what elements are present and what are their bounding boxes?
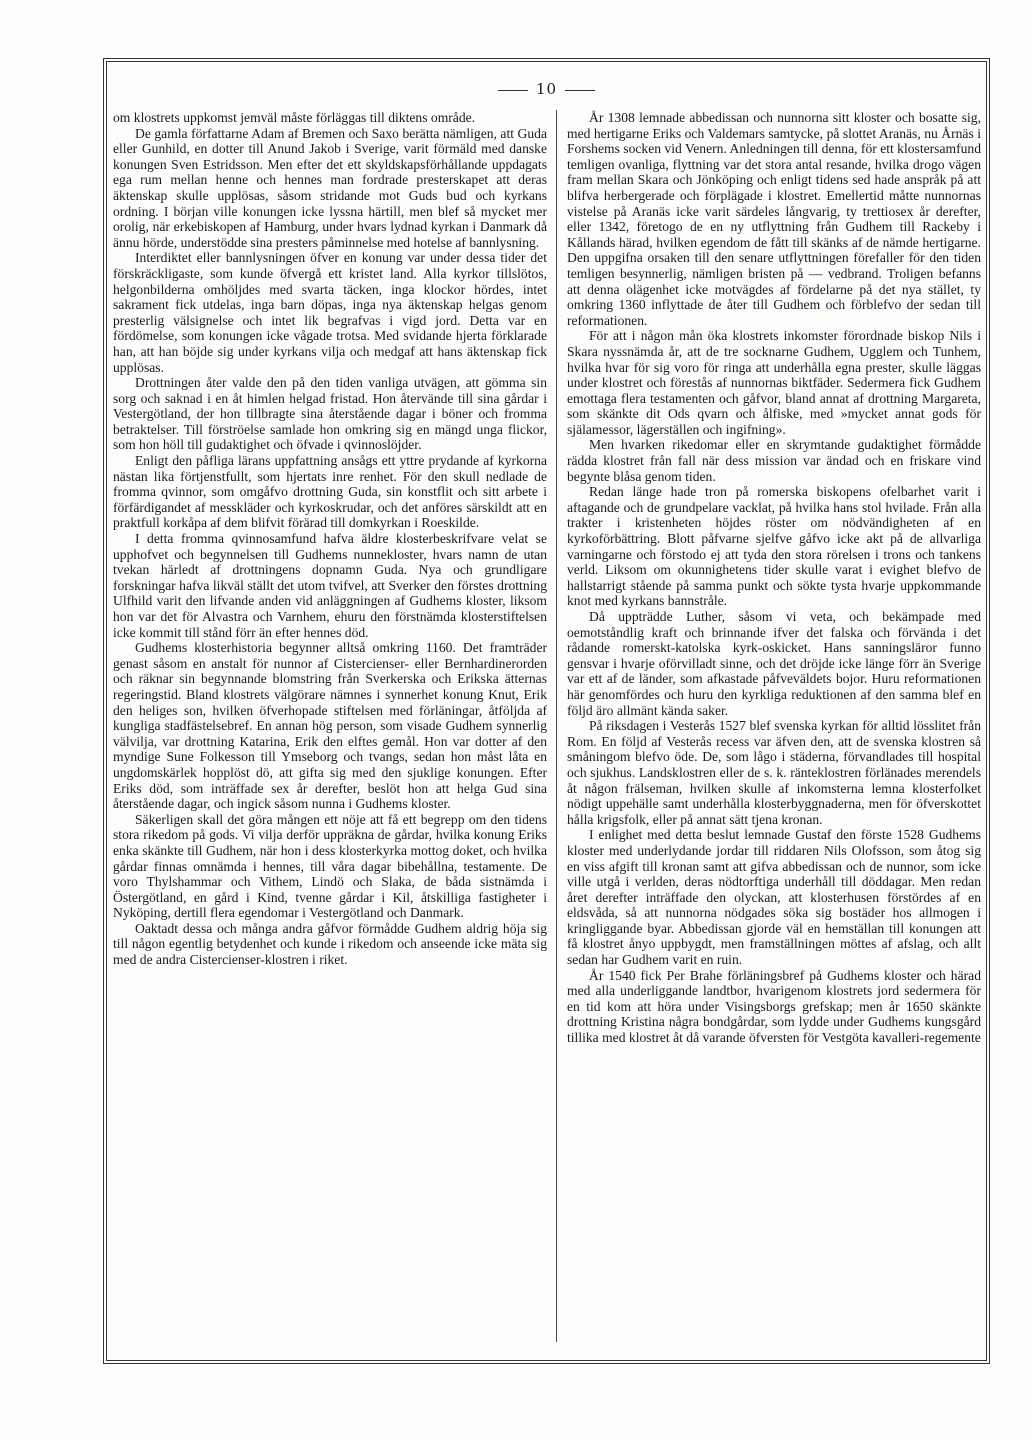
right-column [567,110,981,1342]
paragraph: År 1540 fick Per Brahe förläningsbref på Gudhems kloster och härad med alla underliggande landtbor, hvarigenom klostrets jord sedermera för en tid kom att höra under Visingsborgs grefskap; men år 1650 skänkte drottning Kristina några bondgårdar, som lydde under Gudhems kungsgård tillika med klostret åt då varande öfversten för Vestgöta kavalleri-regemente [567,967,981,1046]
paragraph: År 1308 lemnade abbedissan och nunnorna sitt kloster och bosatte sig, med hertigarne Eriks och Valdemars samtycke, på slottet Aranäs, nu Årnäs i Forshems socken vid Venern. Anledningen till denna, för ett klostersamfund temligen ovanliga, flyttning var det stora antal resande, hvilka drogo vägen fram mellan Skara och Jönköping och enligt tidens sed hade anspråk på att blifva herbergerade och förplägade i klostret. Emellertid måtte nunnornas vistelse på Aranäs icke varit särdeles långvarig, ty trettiosex år derefter, eller 1342, företogo de en ny utflyttning från Gudhem till Rackeby i Kållands härad, hvilken egendom de fått till skänks af de nämde hertigarne. Den uppgifna orsaken till den senare utflyttningen förefaller för den tiden temligen besynnerlig, nämligen bristen på — vedbrand. Troligen befanns att denna olägenhet icke motvägdes af fördelarne på det nya stället, ty omkring 1360 inflyttade de åter till Gudhem och förblefvo der sedan till reformationen. [567,110,981,328]
paragraph: Men hvarken rikedomar eller en skrymtande gudaktighet förmådde rädda klostret från fall när dess mission var ändad och en friskare vind begynte blåsa genom tiden. [567,437,981,484]
paragraph: Säkerligen skall det göra mången ett nöje att få ett begrepp om den tidens stora rikedom på gods. Vi vilja derför uppräkna de gårdar, hvilka konung Eriks enka skänkte till Gudhem, när hon i dess klosterkyrka mottog doket, och hvilka gårdar finnas omnämda i hennes, till våra dagar bibehållna, testamente. De voro Thylshammar och Vithem, Lindö och Slaka, de båda sistnämda i Östergötland, en gård i Kind, tvenne gårdar i Kil, åtskilliga fastigheter i Nyköping, dertill flera egendomar i Vestergötland och Danmark. [113,811,547,921]
left-column [113,110,547,1342]
page-number-text: 10 [535,80,558,98]
page-number-dash-left [498,90,528,91]
column-divider [556,110,557,1342]
paragraph: Enligt den påfliga lärans uppfattning ansågs ett yttre prydande af kyrkorna nästan lika förtjenstfullt, som hjertats inre renhet. För den skull nedlade de fromma qvinnor, som omgåfvo drottning Guda, sin konstflit och sitt arbete i förfärdigandet af messkläder och kyrkoskrudar, och det anföres särskildt att en praktfull korkåpa af dem blifvit förärad till domkyrkan i Roeskilde. [113,453,547,531]
page-number-dash-right [565,90,595,91]
paragraph: Drottningen åter valde den på den tiden vanliga utvägen, att gömma sin sorg och saknad i en åt himlen helgad fristad. Hon återvände till sina gårdar i Vestergötland, der hon tillbragte sina återstående dagar i böner och fromma betraktelser. Till förströelse samlade hon omkring sig en mängd unga flickor, som hon höll till gudaktighet och öfvade i qvinnoslöjder. [113,375,547,453]
paragraph: Då uppträdde Luther, såsom vi veta, och bekämpade med oemotståndlig kraft och brinnande ifver det falska och förvända i det rådande romerskt-katolska kyrk-oskicket. Hans sanningsläror funno gensvar i hvarje oförvilladt sinne, och det dröjde icke länge förr än Sverige var ett af de länder, som afkastade påfveväldets bojor. Huru reformationen här genomfördes och huru den kyrkliga reduktionen af den samma blef en följd äro allmänt kända saker. [567,609,981,718]
paragraph: Redan länge hade tron på romerska biskopens ofelbarhet varit i aftagande och de grundpelare vacklat, på hvilka hans stol hvilade. Från alla trakter i kristenheten höjdes röster om nödvändigheten af en kyrkoförbättring. Blott påfvarne sjelfve gåfvo icke akt på de allvarliga varningarne och förstodo ej att tyda den stora rörelsen i trons och tankens verld. Liksom om okunnighetens tider skulle varat i evighet blefvo de hallstarrigt stående på samma punkt och sökte tysta hvarje uppkommande knot med kyrkans bannstråle. [567,484,981,609]
paragraph: För att i någon mån öka klostrets inkomster förordnade biskop Nils i Skara nyssnämda år, att de tre socknarne Gudhem, Ugglem och Tunhem, hvilka hvar för sig voro för ringa att underhålla egna prester, skulle läggas under klostret och förestås af nunnornas biktfäder. Sedermera fick Gudhem emottaga flera testamenten och gåfvor, bland annat af drottning Margareta, som skänkte dit Ods qvarn och ålfiske, med »mycket annat gods för själamessor, lägerställen och ingifning». [567,328,981,437]
paragraph: Oaktadt dessa och många andra gåfvor förmådde Gudhem aldrig höja sig till någon egentlig betydenhet och kunde i rikedom och anseende icke mäta sig med de andra Cistercienser-klostren i riket. [113,920,547,968]
page-frame [103,58,990,1364]
paragraph: om klostrets uppkomst jemväl måste förläggas till diktens område. [113,110,476,125]
paragraph: De gamla författarne Adam af Bremen och Saxo berätta nämligen, att Guda eller Gunhild, en dotter till Anund Jakob i Sverige, varit förmäld med danske konungen Sven Estridsson. Men efter det ett skyldskapsförhållande uppdagats ega rum mellan henne och hennes man fordrade presterskapet att deras äktenskap skulle upplösas, såsom stridande mot Guds bud och kyrkans ordning. I början ville konungen icke lyssna härtill, men blef så mycket mer orolig, när erkebiskopen af Hamburg, under hvars lydnad kyrkan i Danmark då ännu hörde, understödde sina presters påminnelse med hotelse af bannlysning. [113,125,547,250]
page-number [107,80,986,98]
paragraph: Gudhems klosterhistoria begynner alltså omkring 1160. Det framträder genast såsom en anstalt för nunnor af Cistercienser- eller Bernhardinerorden och räknar sin begynnande blomstring från Sverkerska och Erikska ätternas regeringstid. Bland klostrets välgörare nämnes i synnerhet konung Knut, Erik den heliges son, hvilken öfverhopade stiftelsen med förläningar, åtföljda af kungliga stadfästelsebref. En annan hög person, som visade Gudhem synnerlig välvilja, var drottning Katarina, Erik den elftes gemål. Hon var dotter af den myndige Sune Folkesson till Ymseborg och tvangs, sedan hon måst låta en ungdomskärlek hopplöst dö, att gifta sig med den sjuklige konungen. Efter Eriks död, som inträffade sex år derefter, beslöt hon att helga Gud sina återstående dagar, och ingick såsom nunna i Gudhems kloster. [113,640,547,812]
paragraph: På riksdagen i Vesterås 1527 blef svenska kyrkan för alltid lösslitet från Rom. En följd af Vesterås recess var äfven den, att de svenska klostren så småningom blefvo öde. De, som lågo i städerna, förvandlades till hospital och sjukhus. Landsklostren eller de s. k. ränteklostren förlänades merendels åt någon frälseman, hvilken skulle af inkomsterna lemna klosterfolket nödigt uppehälle samt underhålla klosterbyggnaderna, men för öfverskottet hålla krigsfolk, eller på annat sätt tjena kronan. [567,718,981,827]
paragraph: Interdiktet eller bannlysningen öfver en konung var under dessa tider det förskräckligaste, som kunde öfvergå ett kristet land. Alla kyrkor tillslötos, helgonbilderna omhöljdes med svarta täcken, inga klockor hördes, intet sakrament fick utdelas, inga barn döpas, inga nya äktenskap helgas genom presterlig välsignelse och intet lik begrafvas i vigd jord. Detta var en fördömelse, som konungen icke vågade trotsa. Med svidande hjerta förklarade han, att han böjde sig under kyrkans vilja och medgaf att hans äktenskap fick upplösas. [113,250,547,375]
paragraph: I detta fromma qvinnosamfund hafva äldre klosterbeskrifvare velat se upphofvet och begynnelsen till Gudhems nunnekloster, hvars namn de utan tvekan härledt af drottningens dopnamn Guda. Nya och grundligare forskningar hafva likväl ställt det utom tvifvel, att Sverker den förstes drottning Ulfhild varit den lifvande anden vid anläggningen af Gudhems kloster, liksom hon var det för Alvastra och Varnhem, ehuru den förstnämda klosterstiftelsen icke kommit till stånd förr än efter hennes död. [113,531,547,640]
paragraph: I enlighet med detta beslut lemnade Gustaf den förste 1528 Gudhems kloster med underlydande jordar till riddaren Nils Olofsson, som åtog sig en viss afgift till kronan samt att gifva abbedissan och de nunnor, som icke ville utgå i verlden, deras nödtorftiga underhåll till döddagar. Men redan året derefter inträffade den olyckan, att klosterhusen förstördes af en eldsvåda, så att nunnorna nödgades söka sig bostäder hos allmogen i kringliggande byar. Abbedissan gjorde väl en hemställan till konungen att få klostret ånyo uppbygdt, men framställningen möttes af afslag, och allt sedan har Gudhem varit en ruin. [567,827,981,968]
